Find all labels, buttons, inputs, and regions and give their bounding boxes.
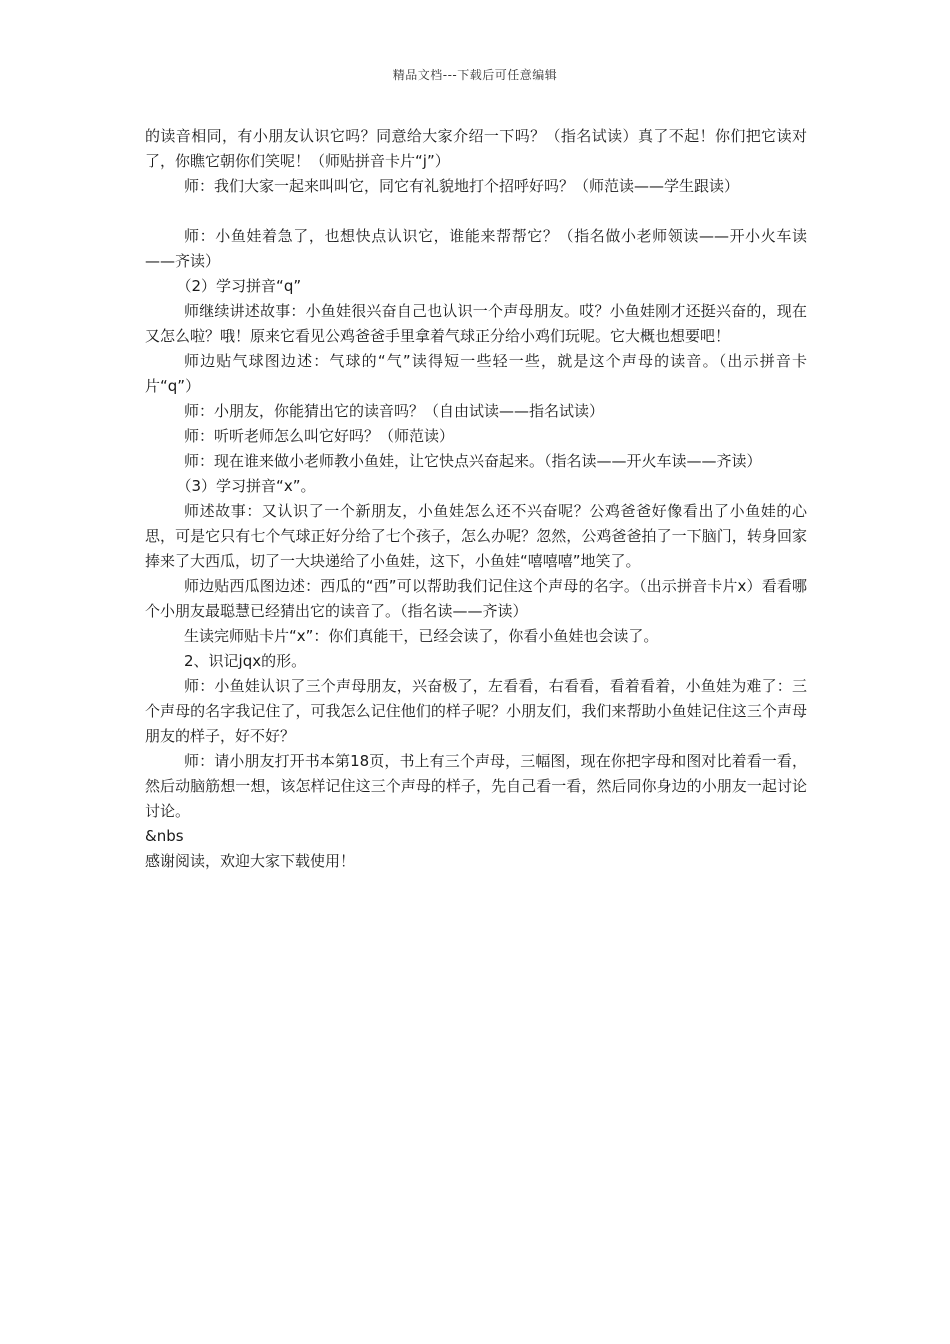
page-header: 精品文档---下载后可任意编辑 — [392, 68, 558, 82]
paragraph-thanks: 感谢阅读，欢迎大家下载使用！ — [145, 852, 356, 870]
paragraph-story-x: 师述故事：又认识了一个新朋友，小鱼娃怎么还不兴奋呢？公鸡爸爸好像看出了小鱼娃的心思，可是它只有七个气球正好分给了七个孩子，怎么办呢？忽然，公鸡爸爸拍了一下脑门，转身回家捧来了大西瓜，切了一大块递给了小鱼娃，这下，小鱼娃“嘻嘻嘻”地笑了。 — [145, 502, 807, 570]
paragraph-intro-continued: 的读音相同，有小朋友认识它吗？同意给大家介绍一下吗？（指名试读）真了不起！你们把它读对了，你瞧它朝你们笑呢！（师贴拼音卡片“j”） — [145, 127, 807, 170]
paragraph-stray-entity: &nbs — [145, 827, 184, 845]
paragraph-balloon: 师边贴气球图边述：气球的“气”读得短一些轻一些，就是这个声母的读音。（出示拼音卡片“q”） — [145, 352, 807, 395]
document-body — [145, 124, 807, 874]
paragraph-remember-shapes: 师：小鱼娃认识了三个声母朋友，兴奋极了，左看看，右看看，看着看着，小鱼娃为难了：三个声母的名字我记住了，可我怎么记住他们的样子呢？小朋友们，我们来帮助小鱼娃记住这三个声母朋友的样子，好不好？ — [145, 677, 807, 745]
paragraph-open-book: 师：请小朋友打开书本第18页，书上有三个声母，三幅图，现在你把字母和图对比着看一看，然后动脑筋想一想，该怎样记住这三个声母的样子，先自己看一看，然后同你身边的小朋友一起讨论讨论。 — [145, 752, 807, 820]
section-heading-x: （3）学习拼音“x”。 — [176, 477, 316, 495]
paragraph-watermelon: 师边贴西瓜图边述：西瓜的“西”可以帮助我们记住这个声母的名字。（出示拼音卡片x）看看哪个小朋友最聪慧已经猜出它的读音了。（指名读——齐读） — [145, 577, 807, 620]
paragraph-guess-reading: 师：小朋友，你能猜出它的读音吗？（自由试读——指名试读） — [184, 402, 605, 420]
paragraph-teacher-help: 师：小鱼娃着急了，也想快点认识它，谁能来帮帮它？（指名做小老师领读——开小火车读——齐读） — [145, 227, 807, 270]
paragraph-card-x: 生读完师贴卡片“x”：你们真能干，已经会读了，你看小鱼娃也会读了。 — [184, 627, 659, 645]
paragraph-story-q: 师继续讲述故事：小鱼娃很兴奋自己也认识一个声母朋友。哎？小鱼娃刚才还挺兴奋的，现在又怎么啦？哦！原来它看见公鸡爸爸手里拿着气球正分给小鸡们玩呢。它大概也想要吧！ — [145, 302, 807, 345]
paragraph-listen: 师：听听老师怎么叫它好吗？（师范读） — [184, 427, 455, 445]
section-heading-shapes: 2、识记jqx的形。 — [184, 652, 307, 670]
section-heading-q: （2）学习拼音“q” — [176, 277, 302, 295]
paragraph-teacher-greeting: 师：我们大家一起来叫叫它，同它有礼貌地打个招呼好吗？（师范读——学生跟读） — [184, 177, 740, 195]
paragraph-little-teacher: 师：现在谁来做小老师教小鱼娃，让它快点兴奋起来。（指名读——开火车读——齐读） — [184, 452, 762, 470]
blank-line — [145, 199, 807, 224]
